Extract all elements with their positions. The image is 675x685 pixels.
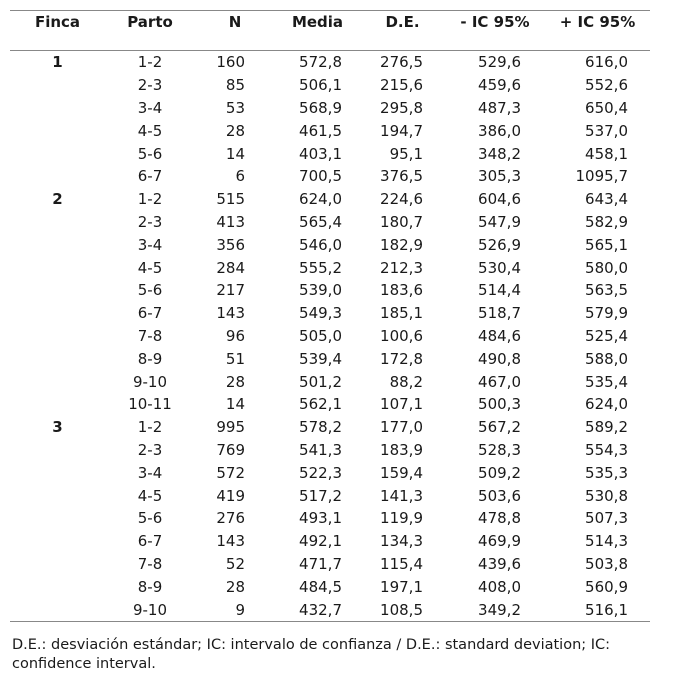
cell-n: 413 [216,212,245,231]
cell-de: 215,6 [380,76,423,95]
table-row [10,97,650,120]
cell-parto: 4-5 [137,258,163,277]
cell-n: 143 [216,304,245,323]
cell-parto: 8-9 [137,577,163,596]
cell-finca [10,256,105,279]
cell-finca [10,119,105,142]
cell-ic-high: 650,4 [585,98,628,117]
cell-ic-high: 458,1 [585,144,628,163]
cell-media: 572,8 [299,53,342,72]
cell-n: 276 [216,509,245,528]
header-n: N [195,11,275,51]
header-ic-high: + IC 95% [545,11,650,51]
cell-n: 52 [225,554,245,573]
table-row [10,233,650,256]
cell-n: 419 [216,486,245,505]
cell-ic-low: 487,3 [478,98,521,117]
cell-parto: 3-4 [137,463,163,482]
table-row [10,165,650,188]
cell-finca [10,393,105,416]
cell-media: 492,1 [299,532,342,551]
cell-ic-low: 469,9 [478,532,521,551]
cell-media: 539,4 [299,349,342,368]
cell-de: 100,6 [380,326,423,345]
cell-finca [10,74,105,97]
cell-finca [10,598,105,621]
cell-n: 28 [225,577,245,596]
cell-ic-high: 579,9 [585,304,628,323]
cell-finca [10,279,105,302]
header-media: Media [275,11,360,51]
cell-n: 356 [216,235,245,254]
cell-media: 505,0 [299,326,342,345]
cell-de: 141,3 [380,486,423,505]
cell-media: 506,1 [299,76,342,95]
table-row [10,142,650,165]
cell-ic-low: 408,0 [478,577,521,596]
cell-finca [10,302,105,325]
cell-parto: 3-4 [137,98,163,117]
cell-finca: 2 [52,190,63,209]
cell-ic-high: 554,3 [585,440,628,459]
table-row [10,393,650,416]
table-row [10,461,650,484]
cell-n: 515 [216,190,245,209]
cell-finca [10,325,105,348]
cell-parto: 5-6 [137,509,163,528]
table-row [10,188,650,211]
cell-ic-low: 349,2 [445,598,545,621]
cell-ic-low: 567,2 [478,418,521,437]
cell-ic-low: 459,6 [478,76,521,95]
data-table-container [10,10,650,622]
cell-de: 159,4 [380,463,423,482]
cell-ic-low: 500,3 [478,395,521,414]
header-finca: Finca [10,11,105,51]
cell-parto: 2-3 [137,76,163,95]
cell-ic-high: 537,0 [585,121,628,140]
cell-media: 501,2 [299,372,342,391]
cell-n: 217 [216,281,245,300]
cell-ic-low: 528,3 [478,440,521,459]
cell-ic-low: 503,6 [478,486,521,505]
cell-media: 484,5 [299,577,342,596]
cell-n: 96 [225,326,245,345]
cell-parto: 4-5 [137,486,163,505]
cell-finca [10,553,105,576]
cell-ic-high: 530,8 [585,486,628,505]
cell-ic-high: 503,8 [585,554,628,573]
cell-n: 284 [216,258,245,277]
cell-de: 183,6 [380,281,423,300]
table-row [10,370,650,393]
header-de: D.E. [360,11,445,51]
cell-de: 172,8 [380,349,423,368]
cell-ic-low: 467,0 [478,372,521,391]
cell-finca [10,439,105,462]
cell-finca [10,211,105,234]
header-ic-low: - IC 95% [445,11,545,51]
cell-media: 555,2 [299,258,342,277]
footnote: D.E.: desviación estándar; IC: intervalo de confianza / D.E.: standard deviation; IC: confidence interval. [12,637,611,672]
cell-de: 295,8 [380,98,423,117]
cell-n: 85 [225,76,245,95]
cell-parto: 9-10 [105,598,195,621]
table-row [10,553,650,576]
cell-ic-low: 439,6 [478,554,521,573]
cell-media: 700,5 [299,167,342,186]
cell-de: 180,7 [380,212,423,231]
cell-parto: 5-6 [137,144,163,163]
cell-de: 115,4 [380,554,423,573]
table-row [10,598,650,621]
cell-ic-high: 643,4 [585,190,628,209]
cell-de: 119,9 [380,509,423,528]
cell-media: 403,1 [299,144,342,163]
cell-parto: 5-6 [137,281,163,300]
cell-n: 160 [216,53,245,72]
cell-parto: 1-2 [137,190,163,209]
cell-ic-high: 582,9 [585,212,628,231]
table-row [10,530,650,553]
cell-de: 88,2 [389,372,423,391]
cell-ic-high: 580,0 [585,258,628,277]
table-body [10,51,650,622]
cell-media: 539,0 [299,281,342,300]
cell-de: 183,9 [380,440,423,459]
cell-n: 28 [225,372,245,391]
cell-de: 212,3 [380,258,423,277]
cell-finca [10,484,105,507]
table-row [10,51,650,74]
cell-parto: 2-3 [137,212,163,231]
cell-finca [10,347,105,370]
cell-media: 546,0 [299,235,342,254]
cell-n: 51 [225,349,245,368]
cell-de: 276,5 [380,53,423,72]
cell-ic-low: 348,2 [478,144,521,163]
cell-parto: 1-2 [137,53,163,72]
cell-ic-high: 514,3 [585,532,628,551]
cell-ic-high: 507,3 [585,509,628,528]
cell-ic-high: 552,6 [585,76,628,95]
cell-ic-low: 478,8 [478,509,521,528]
cell-finca: 3 [52,418,63,437]
table-header [10,11,650,51]
cell-parto: 8-9 [137,349,163,368]
cell-media: 493,1 [299,509,342,528]
table-row [10,119,650,142]
cell-de: 108,5 [360,598,445,621]
cell-ic-low: 529,6 [478,53,521,72]
cell-parto: 6-7 [137,304,163,323]
cell-media: 541,3 [299,440,342,459]
cell-ic-high: 535,4 [585,372,628,391]
cell-de: 185,1 [380,304,423,323]
cell-media: 568,9 [299,98,342,117]
cell-parto: 2-3 [137,440,163,459]
cell-finca [10,461,105,484]
cell-media: 624,0 [299,190,342,209]
cell-ic-high: 535,3 [585,463,628,482]
cell-n: 769 [216,440,245,459]
table-row [10,211,650,234]
data-table [10,10,650,622]
cell-ic-high: 516,1 [545,598,650,621]
cell-n: 6 [235,167,245,186]
cell-media: 517,2 [299,486,342,505]
cell-de: 177,0 [380,418,423,437]
cell-de: 376,5 [380,167,423,186]
cell-media: 562,1 [299,395,342,414]
cell-media: 471,7 [299,554,342,573]
table-row [10,439,650,462]
table-row [10,347,650,370]
cell-n: 995 [216,418,245,437]
cell-ic-low: 526,9 [478,235,521,254]
table-row [10,416,650,439]
cell-media: 549,3 [299,304,342,323]
cell-finca [10,575,105,598]
cell-media: 432,7 [275,598,360,621]
cell-de: 194,7 [380,121,423,140]
table-row [10,507,650,530]
cell-finca [10,142,105,165]
cell-de: 95,1 [389,144,423,163]
cell-parto: 3-4 [137,235,163,254]
cell-ic-low: 386,0 [478,121,521,140]
cell-n: 14 [225,144,245,163]
cell-n: 14 [225,395,245,414]
cell-finca [10,370,105,393]
cell-media: 461,5 [299,121,342,140]
cell-parto: 7-8 [137,554,163,573]
cell-finca [10,507,105,530]
cell-finca [10,165,105,188]
header-parto: Parto [105,11,195,51]
cell-de: 197,1 [380,577,423,596]
table-row [10,256,650,279]
cell-parto: 9-10 [132,372,168,391]
cell-ic-low: 604,6 [478,190,521,209]
cell-media: 522,3 [299,463,342,482]
cell-n: 53 [225,98,245,117]
cell-parto: 10-11 [128,395,172,414]
cell-finca: 1 [52,53,63,72]
cell-n: 143 [216,532,245,551]
cell-ic-high: 588,0 [585,349,628,368]
cell-de: 224,6 [380,190,423,209]
cell-n: 9 [195,598,275,621]
cell-parto: 4-5 [137,121,163,140]
cell-parto: 6-7 [137,532,163,551]
cell-media: 565,4 [299,212,342,231]
cell-ic-high: 589,2 [585,418,628,437]
table-row [10,279,650,302]
table-row [10,484,650,507]
cell-finca [10,97,105,120]
cell-ic-high: 1095,7 [575,167,628,186]
cell-ic-high: 565,1 [585,235,628,254]
cell-ic-high: 624,0 [585,395,628,414]
table-row [10,302,650,325]
cell-ic-low: 514,4 [478,281,521,300]
cell-ic-low: 530,4 [478,258,521,277]
cell-de: 107,1 [380,395,423,414]
cell-ic-low: 305,3 [478,167,521,186]
cell-ic-low: 518,7 [478,304,521,323]
cell-de: 182,9 [380,235,423,254]
table-row [10,325,650,348]
cell-parto: 6-7 [137,167,163,186]
cell-ic-high: 563,5 [585,281,628,300]
cell-ic-low: 547,9 [478,212,521,231]
cell-n: 28 [225,121,245,140]
cell-ic-low: 484,6 [478,326,521,345]
cell-ic-low: 490,8 [478,349,521,368]
cell-media: 578,2 [299,418,342,437]
table-row [10,74,650,97]
cell-ic-low: 509,2 [478,463,521,482]
cell-parto: 7-8 [137,326,163,345]
cell-n: 572 [216,463,245,482]
cell-ic-high: 616,0 [585,53,628,72]
cell-ic-high: 560,9 [585,577,628,596]
table-row [10,575,650,598]
cell-de: 134,3 [380,532,423,551]
cell-parto: 1-2 [137,418,163,437]
cell-finca [10,233,105,256]
cell-finca [10,530,105,553]
cell-ic-high: 525,4 [585,326,628,345]
